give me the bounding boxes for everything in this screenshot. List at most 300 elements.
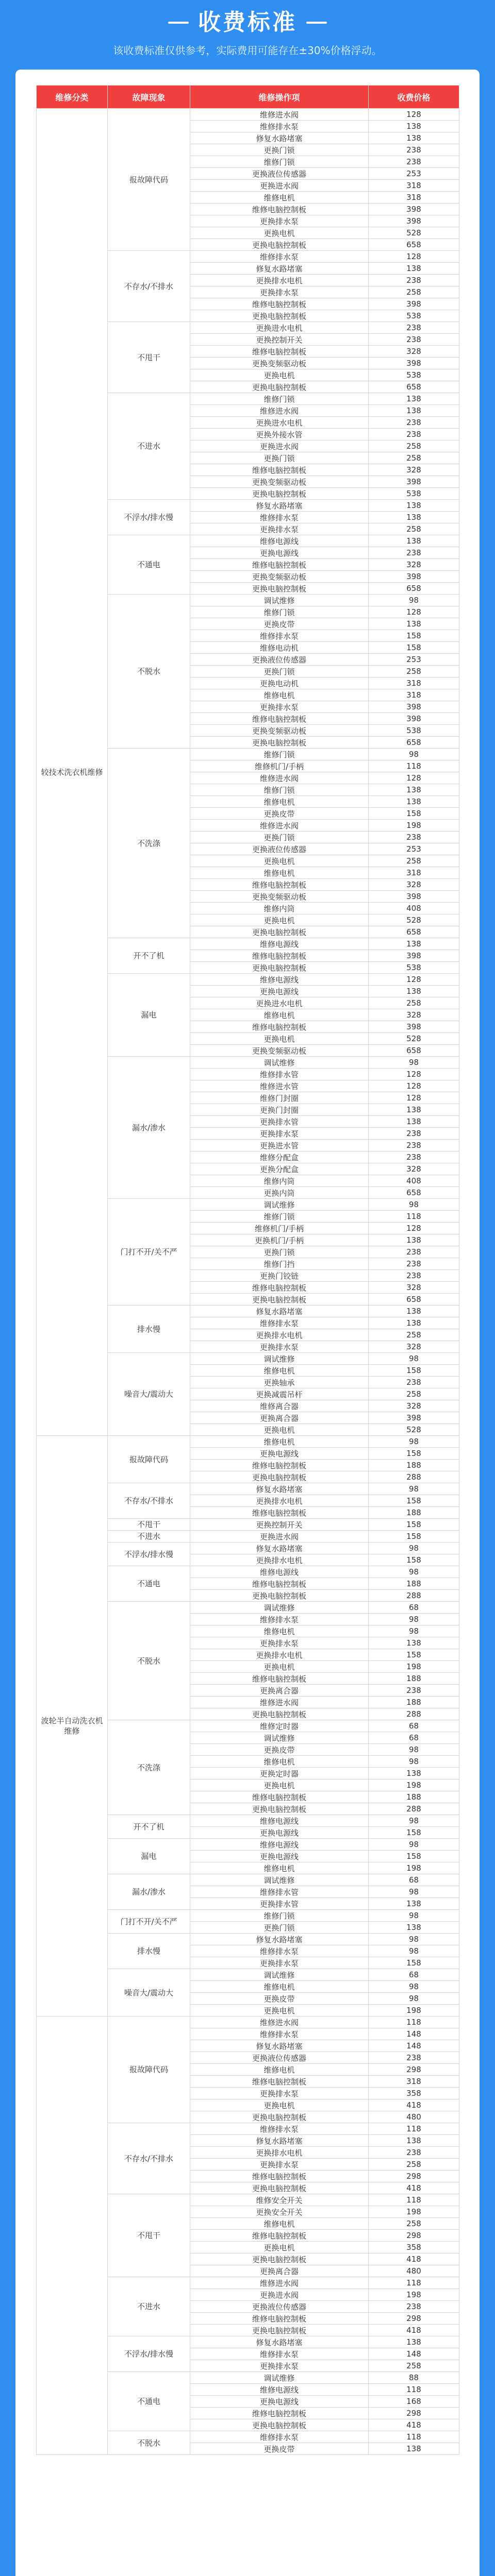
operation-cell: 更换电脑控制板 bbox=[190, 2253, 369, 2265]
operation-cell: 修复水路堵塞 bbox=[190, 1543, 369, 1554]
operation-cell: 维修电机 bbox=[190, 689, 369, 701]
operation-cell: 更换门锁 bbox=[190, 144, 369, 156]
operation-cell: 维修电脑控制板 bbox=[190, 204, 369, 215]
operation-cell: 修复水路堵塞 bbox=[190, 1483, 369, 1495]
price-cell: 238 bbox=[369, 1377, 459, 1388]
operation-cell: 维修机门/手柄 bbox=[190, 760, 369, 772]
price-cell: 258 bbox=[369, 452, 459, 464]
operation-cell: 更换排水泵 bbox=[190, 2088, 369, 2099]
fault-cell: 不浮水/排水慢 bbox=[108, 2336, 190, 2372]
price-cell: 98 bbox=[369, 1910, 459, 1922]
operation-cell: 更换电机 bbox=[190, 2242, 369, 2253]
price-cell: 418 bbox=[369, 2325, 459, 2336]
price-cell: 298 bbox=[369, 2408, 459, 2419]
price-cell: 98 bbox=[369, 749, 459, 760]
operation-cell: 更换电脑控制板 bbox=[190, 2111, 369, 2123]
operation-cell: 更换电脑控制板 bbox=[190, 1294, 369, 1306]
operation-cell: 更换电机 bbox=[190, 914, 369, 926]
price-cell: 398 bbox=[369, 891, 459, 903]
operation-cell: 更换排水泵 bbox=[190, 523, 369, 535]
price-cell: 480 bbox=[369, 2265, 459, 2277]
operation-cell: 更换变频驱动板 bbox=[190, 358, 369, 369]
price-cell: 198 bbox=[369, 2289, 459, 2301]
operation-cell: 维修进水阀 bbox=[190, 1697, 369, 1708]
price-cell: 328 bbox=[369, 1400, 459, 1412]
price-cell: 158 bbox=[369, 1448, 459, 1460]
price-cell: 188 bbox=[369, 1578, 459, 1590]
price-cell: 658 bbox=[369, 1045, 459, 1057]
operation-cell: 更换电源线 bbox=[190, 1851, 369, 1862]
operation-cell: 更换分配盒 bbox=[190, 1163, 369, 1175]
operation-cell: 更换电机 bbox=[190, 1780, 369, 1791]
operation-cell: 更换排水泵 bbox=[190, 215, 369, 227]
operation-cell: 更换液位传感器 bbox=[190, 2052, 369, 2064]
fault-cell: 不通电 bbox=[108, 535, 190, 595]
price-cell: 358 bbox=[369, 2242, 459, 2253]
operation-cell: 调试维修 bbox=[190, 1353, 369, 1365]
operation-cell: 更换电机 bbox=[190, 1424, 369, 1436]
operation-cell: 更换安全开关 bbox=[190, 2206, 369, 2218]
operation-cell: 更换进水阀 bbox=[190, 180, 369, 192]
fault-cell: 不存水/不排水 bbox=[108, 2123, 190, 2194]
operation-cell: 更换电脑控制板 bbox=[190, 239, 369, 251]
price-cell: 238 bbox=[369, 144, 459, 156]
price-cell: 238 bbox=[369, 1151, 459, 1163]
operation-cell: 维修电脑控制板 bbox=[190, 2171, 369, 2182]
price-cell: 138 bbox=[369, 393, 459, 405]
price-cell: 138 bbox=[369, 796, 459, 808]
operation-cell: 维修进水阀 bbox=[190, 2016, 369, 2028]
price-card bbox=[15, 70, 480, 2576]
operation-cell: 更换排水管 bbox=[190, 1898, 369, 1910]
fault-cell: 漏水/渗水 bbox=[108, 1874, 190, 1910]
price-cell: 258 bbox=[369, 2218, 459, 2230]
operation-cell: 更换进水阀 bbox=[190, 1531, 369, 1543]
fault-cell: 不甩干 bbox=[108, 322, 190, 393]
price-cell: 238 bbox=[369, 2301, 459, 2313]
price-cell: 538 bbox=[369, 488, 459, 500]
operation-cell: 更换液位传感器 bbox=[190, 168, 369, 180]
operation-cell: 更换排水电机 bbox=[190, 1329, 369, 1341]
operation-cell: 维修门锁 bbox=[190, 393, 369, 405]
price-cell: 138 bbox=[369, 784, 459, 796]
operation-cell: 维修机门/手柄 bbox=[190, 1223, 369, 1234]
price-cell: 188 bbox=[369, 1791, 459, 1803]
price-cell: 258 bbox=[369, 286, 459, 298]
table-row bbox=[37, 109, 459, 121]
fault-cell: 不脱水 bbox=[108, 2431, 190, 2455]
price-cell: 238 bbox=[369, 334, 459, 346]
price-cell: 128 bbox=[369, 606, 459, 618]
operation-cell: 更换电脑控制板 bbox=[190, 1471, 369, 1483]
price-cell: 658 bbox=[369, 926, 459, 938]
price-cell: 238 bbox=[369, 1258, 459, 1270]
price-cell: 158 bbox=[369, 1519, 459, 1531]
operation-cell: 更换电机 bbox=[190, 1033, 369, 1045]
table-wrapper bbox=[36, 85, 459, 2455]
fault-cell: 报故障代码 bbox=[108, 2016, 190, 2123]
price-cell: 188 bbox=[369, 1697, 459, 1708]
price-cell: 408 bbox=[369, 903, 459, 914]
operation-cell: 更换门封圈 bbox=[190, 1104, 369, 1116]
operation-cell: 维修电脑控制板 bbox=[190, 1021, 369, 1033]
price-cell: 418 bbox=[369, 2253, 459, 2265]
price-cell: 398 bbox=[369, 204, 459, 215]
operation-cell: 维修电源线 bbox=[190, 974, 369, 986]
price-table bbox=[36, 85, 459, 2455]
operation-cell: 更换进水电机 bbox=[190, 997, 369, 1009]
operation-cell: 维修进水阀 bbox=[190, 772, 369, 784]
price-cell: 158 bbox=[369, 1851, 459, 1862]
price-cell: 138 bbox=[369, 1898, 459, 1910]
price-cell: 258 bbox=[369, 2360, 459, 2372]
operation-cell: 更换电脑控制板 bbox=[190, 2325, 369, 2336]
operation-cell: 更换排水泵 bbox=[190, 2360, 369, 2372]
price-cell: 238 bbox=[369, 2052, 459, 2064]
price-cell: 258 bbox=[369, 1329, 459, 1341]
price-cell: 398 bbox=[369, 950, 459, 962]
price-cell: 328 bbox=[369, 346, 459, 358]
price-cell: 238 bbox=[369, 429, 459, 440]
price-cell: 238 bbox=[369, 322, 459, 334]
fault-cell: 开不了机 bbox=[108, 938, 190, 974]
operation-cell: 调试维修 bbox=[190, 1199, 369, 1211]
operation-cell: 维修电脑控制板 bbox=[190, 950, 369, 962]
operation-cell: 更换电机 bbox=[190, 2099, 369, 2111]
operation-cell: 更换排水泵 bbox=[190, 701, 369, 713]
price-cell: 238 bbox=[369, 832, 459, 843]
operation-cell: 维修门锁 bbox=[190, 156, 369, 168]
operation-cell: 维修电机 bbox=[190, 796, 369, 808]
operation-cell: 维修电源线 bbox=[190, 938, 369, 950]
table-header-row bbox=[37, 86, 459, 109]
price-cell: 658 bbox=[369, 737, 459, 749]
price-cell: 328 bbox=[369, 464, 459, 476]
operation-cell: 维修电脑控制板 bbox=[190, 1673, 369, 1685]
fault-cell: 不存水/不排水 bbox=[108, 251, 190, 322]
price-cell: 118 bbox=[369, 2277, 459, 2289]
fault-cell: 不通电 bbox=[108, 1566, 190, 1602]
operation-cell: 维修排水泵 bbox=[190, 1317, 369, 1329]
price-cell: 198 bbox=[369, 2206, 459, 2218]
price-cell: 138 bbox=[369, 512, 459, 523]
operation-cell: 更换排水电机 bbox=[190, 1495, 369, 1507]
fault-cell: 排水慢 bbox=[108, 1306, 190, 1353]
operation-cell: 更换电脑控制板 bbox=[190, 488, 369, 500]
operation-cell: 维修门锁 bbox=[190, 1910, 369, 1922]
operation-cell: 修复水路堵塞 bbox=[190, 132, 369, 144]
price-cell: 128 bbox=[369, 251, 459, 263]
operation-cell: 维修电机 bbox=[190, 192, 369, 204]
price-cell: 298 bbox=[369, 2064, 459, 2076]
operation-cell: 维修电机 bbox=[190, 1365, 369, 1377]
price-cell: 258 bbox=[369, 2159, 459, 2171]
operation-cell: 维修安全开关 bbox=[190, 2194, 369, 2206]
price-cell: 188 bbox=[369, 1460, 459, 1471]
price-cell: 98 bbox=[369, 1353, 459, 1365]
price-cell: 258 bbox=[369, 523, 459, 535]
price-cell: 238 bbox=[369, 156, 459, 168]
price-cell: 253 bbox=[369, 654, 459, 666]
price-cell: 88 bbox=[369, 2372, 459, 2384]
operation-cell: 修复水路堵塞 bbox=[190, 1306, 369, 1317]
price-cell: 68 bbox=[369, 1874, 459, 1886]
operation-cell: 更换电源线 bbox=[190, 986, 369, 997]
operation-cell: 维修进水阀 bbox=[190, 2277, 369, 2289]
operation-cell: 维修电机 bbox=[190, 1436, 369, 1448]
price-cell: 398 bbox=[369, 215, 459, 227]
operation-cell: 更换离合器 bbox=[190, 1412, 369, 1424]
operation-cell: 维修电脑控制板 bbox=[190, 2076, 369, 2088]
price-cell: 418 bbox=[369, 2182, 459, 2194]
price-cell: 288 bbox=[369, 1803, 459, 1815]
price-cell: 398 bbox=[369, 1021, 459, 1033]
operation-cell: 维修排水管 bbox=[190, 1069, 369, 1080]
operation-cell: 更换进水阀 bbox=[190, 440, 369, 452]
operation-cell: 更换门铰链 bbox=[190, 1270, 369, 1282]
operation-cell: 更换门锁 bbox=[190, 1922, 369, 1934]
operation-cell: 更换液位传感器 bbox=[190, 654, 369, 666]
price-cell: 328 bbox=[369, 1009, 459, 1021]
operation-cell: 维修电脑控制板 bbox=[190, 2408, 369, 2419]
operation-cell: 修复水路堵塞 bbox=[190, 2135, 369, 2147]
price-cell: 198 bbox=[369, 1862, 459, 1874]
price-cell: 538 bbox=[369, 310, 459, 322]
price-cell: 418 bbox=[369, 2099, 459, 2111]
operation-cell: 维修电脑控制板 bbox=[190, 879, 369, 891]
operation-cell: 更换外接水管 bbox=[190, 429, 369, 440]
operation-cell: 调试维修 bbox=[190, 595, 369, 606]
operation-cell: 更换排水泵 bbox=[190, 1341, 369, 1353]
price-cell: 98 bbox=[369, 595, 459, 606]
price-cell: 328 bbox=[369, 1282, 459, 1294]
operation-cell: 更换电机 bbox=[190, 855, 369, 867]
price-cell: 98 bbox=[369, 1483, 459, 1495]
operation-cell: 维修排水泵 bbox=[190, 2431, 369, 2443]
operation-cell: 维修排水泵 bbox=[190, 121, 369, 132]
price-cell: 658 bbox=[369, 583, 459, 595]
title-right-dash bbox=[306, 22, 327, 24]
operation-cell: 维修电源线 bbox=[190, 2384, 369, 2396]
operation-cell: 更换门锁 bbox=[190, 666, 369, 677]
operation-cell: 维修门锁 bbox=[190, 1211, 369, 1223]
price-cell: 138 bbox=[369, 1116, 459, 1128]
fault-cell: 不甩干 bbox=[108, 1519, 190, 1531]
price-cell: 98 bbox=[369, 1199, 459, 1211]
operation-cell: 维修电脑控制板 bbox=[190, 346, 369, 358]
operation-cell: 更换门锁 bbox=[190, 832, 369, 843]
category-cell bbox=[37, 2016, 108, 2455]
price-cell: 318 bbox=[369, 677, 459, 689]
price-cell: 138 bbox=[369, 405, 459, 417]
price-cell: 138 bbox=[369, 986, 459, 997]
price-cell: 98 bbox=[369, 1436, 459, 1448]
fault-cell: 不存水/不排水 bbox=[108, 1483, 190, 1519]
operation-cell: 更换电脑控制板 bbox=[190, 583, 369, 595]
price-cell: 318 bbox=[369, 180, 459, 192]
price-cell: 288 bbox=[369, 1708, 459, 1720]
operation-cell: 更换排水管 bbox=[190, 1116, 369, 1128]
operation-cell: 更换排水电机 bbox=[190, 1554, 369, 1566]
price-cell: 158 bbox=[369, 1957, 459, 1969]
operation-cell: 更换变频驱动板 bbox=[190, 1045, 369, 1057]
operation-cell: 维修排水泵 bbox=[190, 1614, 369, 1625]
price-cell: 238 bbox=[369, 1270, 459, 1282]
price-cell: 188 bbox=[369, 1507, 459, 1519]
operation-cell: 更换排水泵 bbox=[190, 1957, 369, 1969]
page-subtitle: 该收费标准仅供参考，实际费用可能存在±30%价格浮动。 bbox=[113, 44, 382, 57]
price-cell: 298 bbox=[369, 2230, 459, 2242]
fault-cell: 不脱水 bbox=[108, 595, 190, 749]
operation-cell: 修复水路堵塞 bbox=[190, 500, 369, 512]
price-cell: 138 bbox=[369, 618, 459, 630]
price-cell: 238 bbox=[369, 547, 459, 559]
price-cell: 98 bbox=[369, 1886, 459, 1898]
price-cell: 158 bbox=[369, 1554, 459, 1566]
operation-cell: 更换排水泵 bbox=[190, 2159, 369, 2171]
price-cell: 538 bbox=[369, 369, 459, 381]
operation-cell: 调试维修 bbox=[190, 1874, 369, 1886]
operation-cell: 维修排水泵 bbox=[190, 512, 369, 523]
price-cell: 238 bbox=[369, 417, 459, 429]
price-cell: 138 bbox=[369, 1922, 459, 1934]
operation-cell: 更换电脑控制板 bbox=[190, 1708, 369, 1720]
price-cell: 238 bbox=[369, 1128, 459, 1140]
fault-cell: 不洗涤 bbox=[108, 1720, 190, 1815]
operation-cell: 更换机门/手柄 bbox=[190, 1234, 369, 1246]
price-cell: 328 bbox=[369, 879, 459, 891]
price-cell: 528 bbox=[369, 1424, 459, 1436]
price-cell: 258 bbox=[369, 1388, 459, 1400]
price-cell: 158 bbox=[369, 1365, 459, 1377]
operation-cell: 更换排水泵 bbox=[190, 286, 369, 298]
operation-cell: 维修电脑控制板 bbox=[190, 559, 369, 571]
operation-cell: 维修电脑控制板 bbox=[190, 1460, 369, 1471]
operation-cell: 更换电动机 bbox=[190, 677, 369, 689]
price-cell: 138 bbox=[369, 1637, 459, 1649]
operation-cell: 维修电脑控制板 bbox=[190, 2313, 369, 2325]
header-category: 维修分类 bbox=[37, 86, 108, 109]
price-cell: 68 bbox=[369, 1732, 459, 1744]
price-cell: 238 bbox=[369, 2147, 459, 2159]
price-cell: 418 bbox=[369, 2419, 459, 2431]
price-cell: 138 bbox=[369, 938, 459, 950]
price-cell: 258 bbox=[369, 855, 459, 867]
price-cell: 68 bbox=[369, 1602, 459, 1614]
price-cell: 128 bbox=[369, 974, 459, 986]
price-cell: 68 bbox=[369, 1720, 459, 1732]
operation-cell: 更换轴承 bbox=[190, 1377, 369, 1388]
price-cell: 288 bbox=[369, 1471, 459, 1483]
price-cell: 138 bbox=[369, 500, 459, 512]
page-title: 收费标准 bbox=[198, 9, 297, 36]
operation-cell: 维修电脑控制板 bbox=[190, 1791, 369, 1803]
price-cell: 328 bbox=[369, 1163, 459, 1175]
operation-cell: 更换定时器 bbox=[190, 1768, 369, 1780]
operation-cell: 更换变频驱动板 bbox=[190, 571, 369, 583]
operation-cell: 更换控制开关 bbox=[190, 1519, 369, 1531]
price-cell: 98 bbox=[369, 1614, 459, 1625]
operation-cell: 维修电源线 bbox=[190, 1815, 369, 1827]
price-cell: 138 bbox=[369, 1317, 459, 1329]
price-cell: 480 bbox=[369, 2111, 459, 2123]
price-cell: 138 bbox=[369, 2443, 459, 2455]
operation-cell: 更换门锁 bbox=[190, 1246, 369, 1258]
fault-cell: 不进水 bbox=[108, 2277, 190, 2336]
price-cell: 398 bbox=[369, 713, 459, 725]
fault-cell: 不进水 bbox=[108, 393, 190, 500]
fault-cell: 报故障代码 bbox=[108, 1436, 190, 1483]
operation-cell: 维修离合器 bbox=[190, 1400, 369, 1412]
operation-cell: 更换进水电机 bbox=[190, 417, 369, 429]
price-cell: 118 bbox=[369, 2384, 459, 2396]
fault-cell: 不浮水/排水慢 bbox=[108, 500, 190, 535]
operation-cell: 维修门挡 bbox=[190, 1258, 369, 1270]
price-cell: 528 bbox=[369, 914, 459, 926]
operation-cell: 更换离合器 bbox=[190, 2265, 369, 2277]
operation-cell: 更换电脑控制板 bbox=[190, 381, 369, 393]
price-cell: 68 bbox=[369, 1969, 459, 1981]
title-row bbox=[0, 0, 495, 37]
price-cell: 98 bbox=[369, 1945, 459, 1957]
price-cell: 238 bbox=[369, 1685, 459, 1697]
price-cell: 298 bbox=[369, 2313, 459, 2325]
operation-cell: 维修进水阀 bbox=[190, 405, 369, 417]
price-cell: 188 bbox=[369, 1673, 459, 1685]
price-cell: 138 bbox=[369, 1306, 459, 1317]
operation-cell: 更换电脑控制板 bbox=[190, 926, 369, 938]
operation-cell: 维修电源线 bbox=[190, 1839, 369, 1851]
price-cell: 118 bbox=[369, 2123, 459, 2135]
price-cell: 128 bbox=[369, 1223, 459, 1234]
operation-cell: 更换皮带 bbox=[190, 618, 369, 630]
operation-cell: 调试维修 bbox=[190, 1057, 369, 1069]
price-cell: 118 bbox=[369, 2016, 459, 2028]
price-cell: 658 bbox=[369, 239, 459, 251]
category-cell: 波轮半自动洗衣机维修 bbox=[37, 1436, 108, 2016]
category-cell: 较技术洗衣机维修 bbox=[37, 109, 108, 1436]
operation-cell: 维修排水泵 bbox=[190, 1945, 369, 1957]
price-cell: 128 bbox=[369, 1092, 459, 1104]
fault-cell: 不脱水 bbox=[108, 1602, 190, 1720]
operation-cell: 更换液位传感器 bbox=[190, 2301, 369, 2313]
operation-cell: 维修门锁 bbox=[190, 606, 369, 618]
operation-cell: 更换皮带 bbox=[190, 1744, 369, 1756]
price-cell: 138 bbox=[369, 1234, 459, 1246]
price-cell: 658 bbox=[369, 1294, 459, 1306]
operation-cell: 更换电脑控制板 bbox=[190, 310, 369, 322]
fault-cell: 报故障代码 bbox=[108, 109, 190, 251]
operation-cell: 维修进水阀 bbox=[190, 820, 369, 832]
operation-cell: 维修电脑控制板 bbox=[190, 1282, 369, 1294]
price-cell: 398 bbox=[369, 1412, 459, 1424]
price-cell: 158 bbox=[369, 1827, 459, 1839]
price-cell: 98 bbox=[369, 1839, 459, 1851]
operation-cell: 维修电脑控制板 bbox=[190, 2230, 369, 2242]
operation-cell: 更换进水阀 bbox=[190, 2289, 369, 2301]
fault-cell: 不进水 bbox=[108, 1531, 190, 1543]
price-cell: 158 bbox=[369, 1495, 459, 1507]
operation-cell: 维修电动机 bbox=[190, 642, 369, 654]
price-cell: 398 bbox=[369, 571, 459, 583]
operation-cell: 维修电源线 bbox=[190, 1566, 369, 1578]
operation-cell: 维修门锁 bbox=[190, 784, 369, 796]
price-cell: 318 bbox=[369, 2076, 459, 2088]
price-cell: 158 bbox=[369, 1531, 459, 1543]
price-cell: 128 bbox=[369, 772, 459, 784]
price-cell: 138 bbox=[369, 121, 459, 132]
operation-cell: 修复水路堵塞 bbox=[190, 1934, 369, 1945]
